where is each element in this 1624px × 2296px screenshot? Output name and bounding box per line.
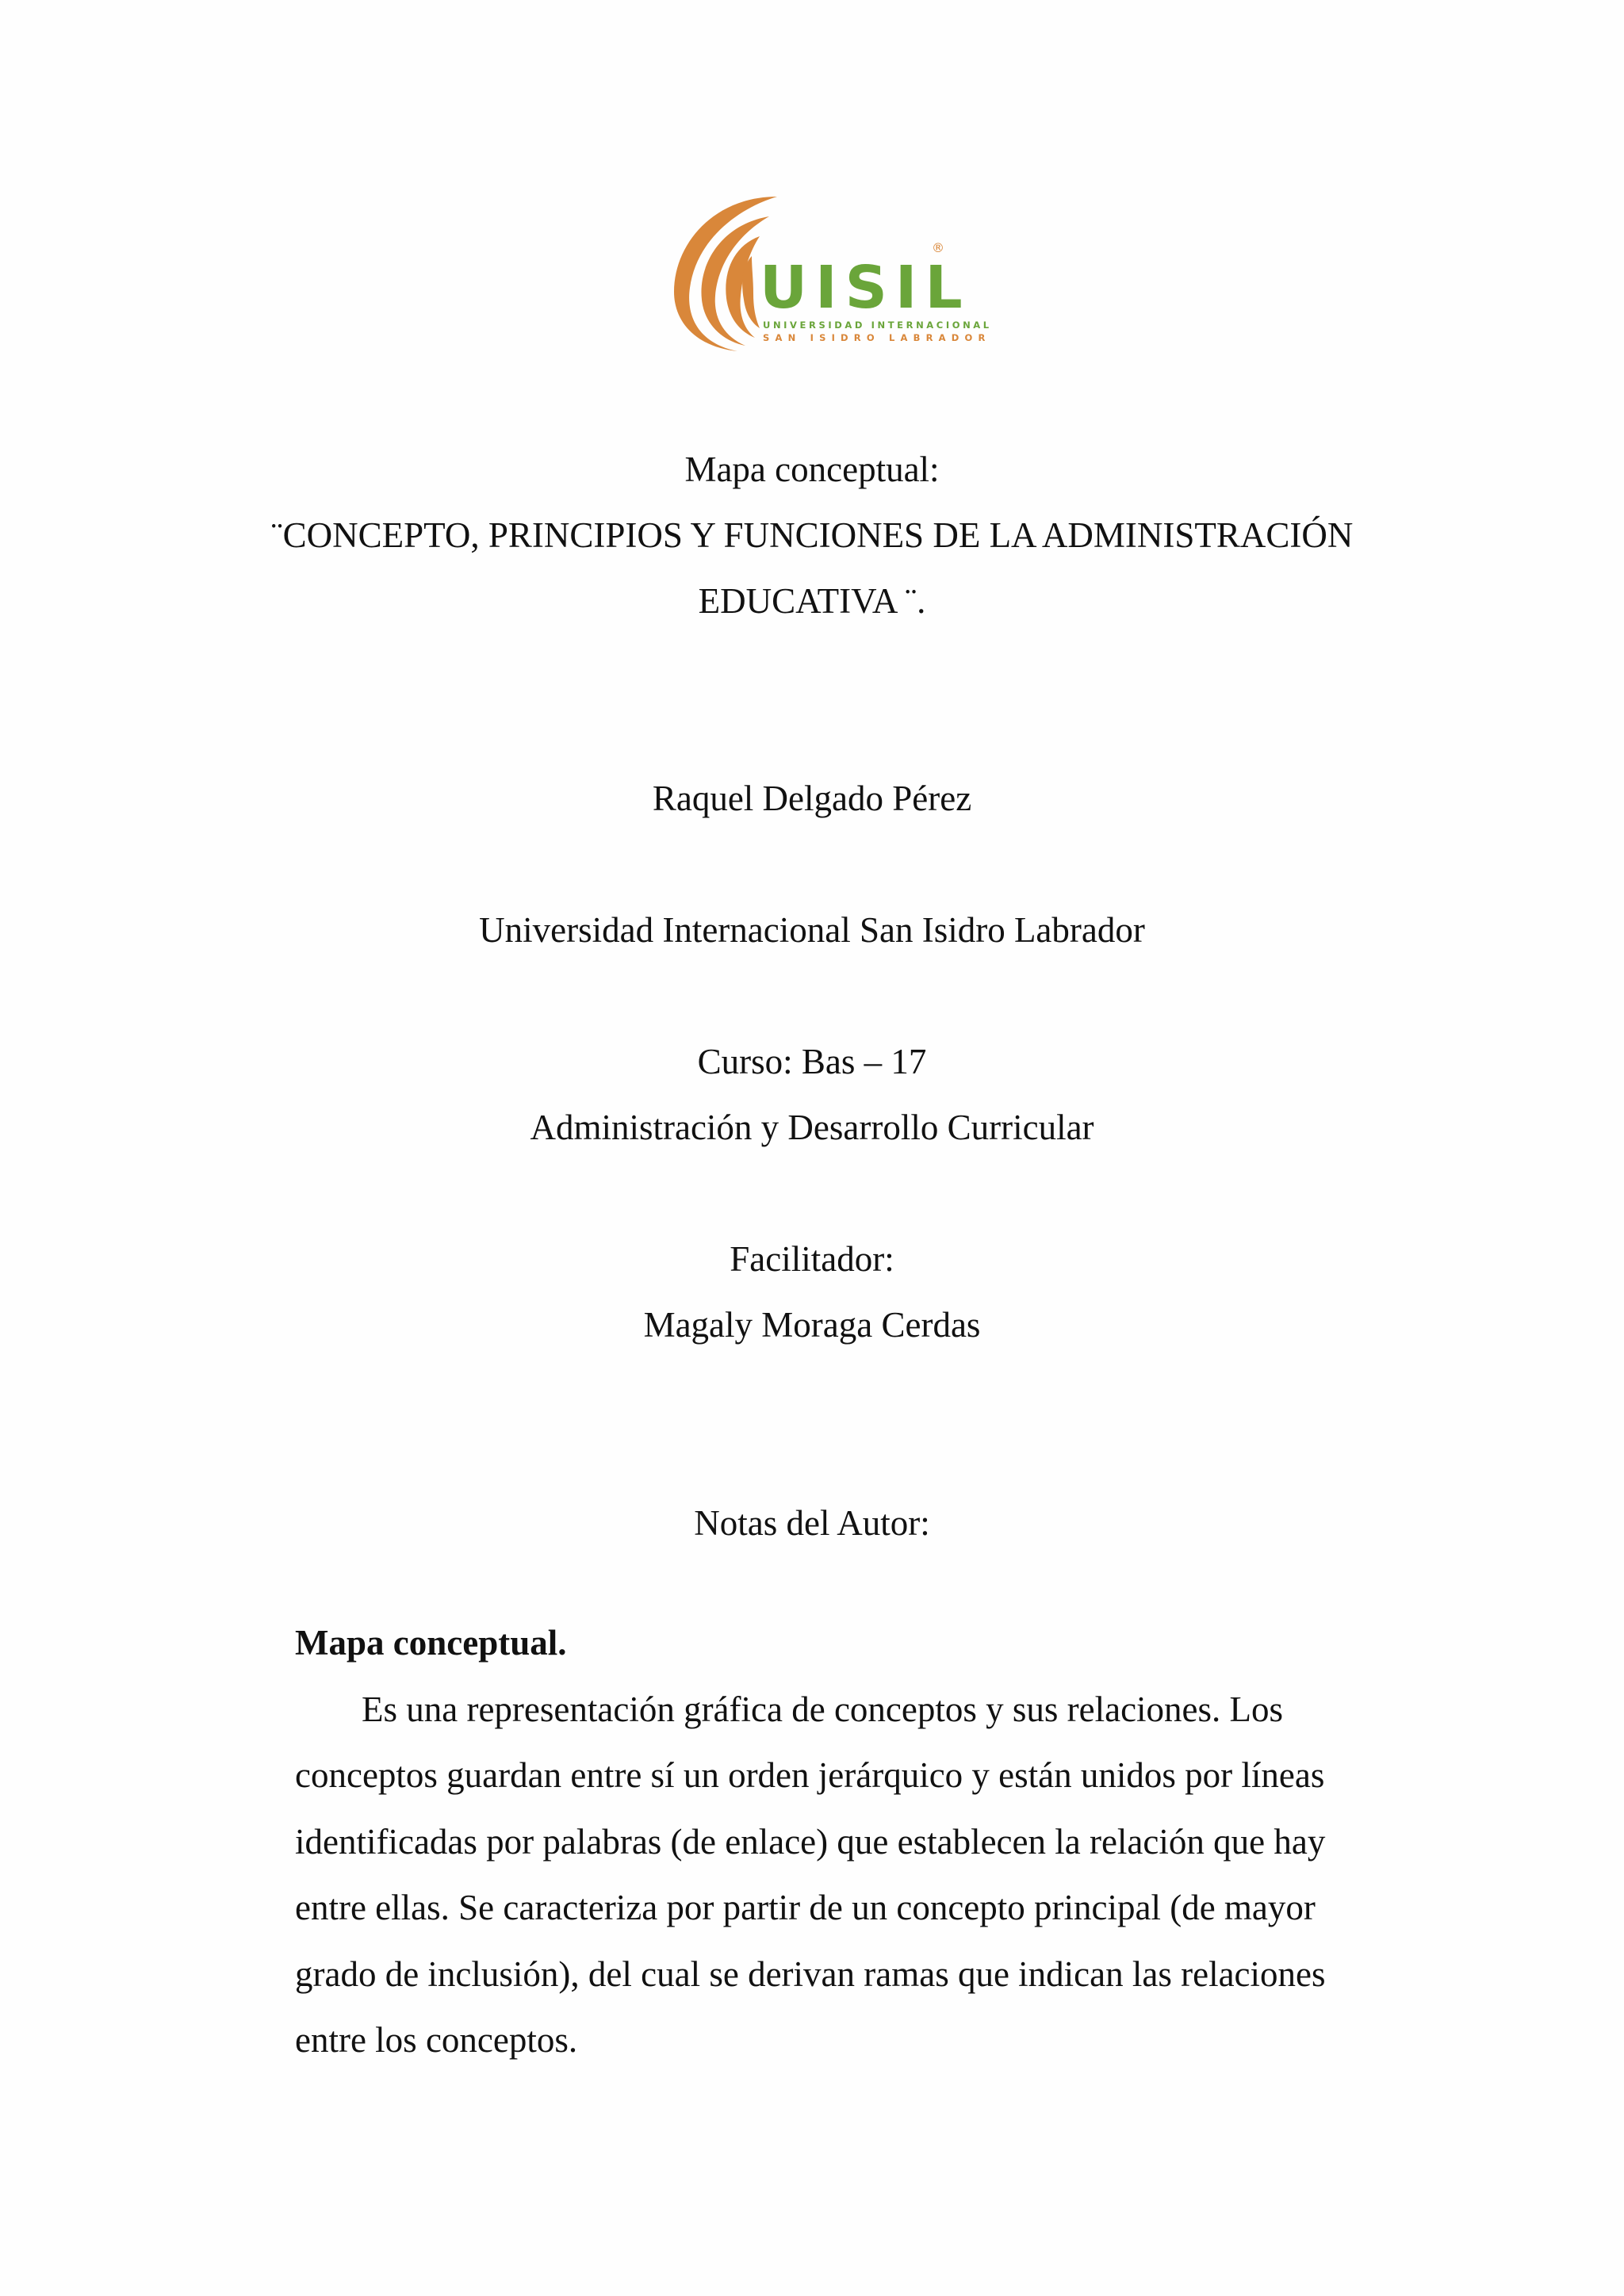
concept-map-section (295, 1610, 1405, 2074)
uisil-logo (666, 189, 992, 355)
title-line-3: EDUCATIVA ¨. (698, 581, 926, 621)
logo-wordmark: UISIL (760, 254, 971, 322)
title-line-2: ¨CONCEPTO, PRINCIPIOS Y FUNCIONES DE LA ADMINISTRACIÓN (270, 515, 1354, 555)
course-code: Curso: Bas – 17 (697, 1042, 927, 1081)
logo-tagline-line1: UNIVERSIDAD INTERNACIONAL (763, 320, 992, 331)
title-line-1: Mapa conceptual: (684, 450, 940, 489)
course-name: Administración y Desarrollo Curricular (530, 1108, 1094, 1147)
institution-name: Universidad Internacional San Isidro Labrador (479, 910, 1145, 950)
facilitator-name: Magaly Moraga Cerdas (643, 1305, 981, 1345)
facilitator-label: Facilitador: (730, 1239, 894, 1279)
section-heading: Mapa conceptual. (295, 1623, 567, 1663)
author-name: Raquel Delgado Pérez (652, 779, 972, 818)
logo-tagline-line2: SAN ISIDRO LABRADOR (763, 332, 991, 343)
author-notes-label: Notas del Autor: (694, 1503, 930, 1543)
section-paragraph: Es una representación gráfica de conceptos y sus relaciones. Los conceptos guardan entre sí un orden jerárquico y están unidos por líneas identificadas por palabras (de enlace) que establecen la relación que hay entre ellas. Se caracteriza por partir de un concepto principal (de mayor grado de inclusión), del cual se derivan ramas que indican las relaciones entre los conceptos. (295, 1689, 1326, 2060)
logo-registered-mark: ® (932, 240, 944, 255)
